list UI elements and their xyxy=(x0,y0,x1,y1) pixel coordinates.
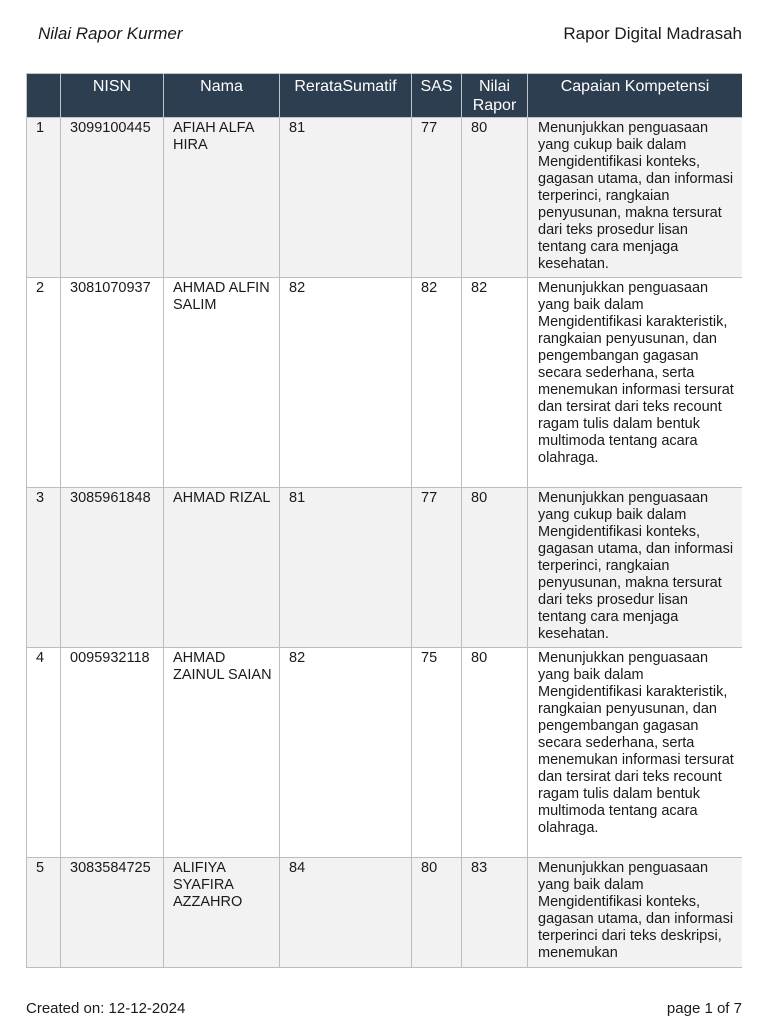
page-header xyxy=(38,22,742,46)
column-header-nisn: NISN xyxy=(61,74,164,118)
table-body xyxy=(27,118,743,968)
cell-rerata-sumatif: 81 xyxy=(280,118,412,278)
cell-capaian-kompetensi: Menunjukkan penguasaan yang baik dalam Mengidentifikasi konteks, gagasan utama, dan informasi terperinci dari teks deskripsi, menemukan xyxy=(528,858,743,968)
column-header-capaian-kompetensi: Capaian Kompetensi xyxy=(528,74,743,118)
report-title: Nilai Rapor Kurmer xyxy=(38,24,183,43)
cell-nisn: 3083584725 xyxy=(61,858,164,968)
column-header-no xyxy=(27,74,61,118)
table-row xyxy=(27,488,743,648)
page-footer xyxy=(26,997,742,1019)
cell-rerata-sumatif: 81 xyxy=(280,488,412,648)
cell-no: 3 xyxy=(27,488,61,648)
table-header xyxy=(27,74,743,118)
cell-nilai-rapor: 80 xyxy=(462,648,528,858)
cell-nisn: 3085961848 xyxy=(61,488,164,648)
cell-capaian-kompetensi: Menunjukkan penguasaan yang cukup baik dalam Mengidentifikasi konteks, gagasan utama, dan informasi terperinci, rangkaian penyusunan, makna tersurat dari teks prosedur lisan tentang cara menjaga kesehatan. xyxy=(528,118,743,278)
table-row xyxy=(27,278,743,488)
cell-sas: 77 xyxy=(412,118,462,278)
cell-nisn: 3099100445 xyxy=(61,118,164,278)
table-row xyxy=(27,118,743,278)
cell-sas: 77 xyxy=(412,488,462,648)
column-header-rerata-sumatif: RerataSumatif xyxy=(280,74,412,118)
cell-sas: 82 xyxy=(412,278,462,488)
column-header-nilai-rapor: Nilai Rapor xyxy=(462,74,528,118)
cell-nilai-rapor: 83 xyxy=(462,858,528,968)
cell-nilai-rapor: 80 xyxy=(462,118,528,278)
cell-no: 5 xyxy=(27,858,61,968)
table-row xyxy=(27,858,743,968)
cell-nama: AFIAH ALFA HIRA xyxy=(164,118,280,278)
app-title: Rapor Digital Madrasah xyxy=(563,24,742,43)
created-date: Created on: 12-12-2024 xyxy=(26,999,186,1017)
column-header-nama: Nama xyxy=(164,74,280,118)
cell-sas: 75 xyxy=(412,648,462,858)
cell-nama: AHMAD RIZAL xyxy=(164,488,280,648)
cell-nama: AHMAD ZAINUL SAIAN xyxy=(164,648,280,858)
table-row xyxy=(27,648,743,858)
cell-nisn: 3081070937 xyxy=(61,278,164,488)
cell-nilai-rapor: 82 xyxy=(462,278,528,488)
cell-capaian-kompetensi: Menunjukkan penguasaan yang baik dalam Mengidentifikasi karakteristik, rangkaian penyusunan, dan pengembangan gagasan secara sederhana, serta menemukan informasi tersurat dan tersirat dari teks recount ragam tulis dalam bentuk multimoda tentang acara olahraga. xyxy=(528,648,743,858)
grades-table xyxy=(26,73,742,968)
cell-capaian-kompetensi: Menunjukkan penguasaan yang cukup baik dalam Mengidentifikasi konteks, gagasan utama, dan informasi terperinci, rangkaian penyusunan, makna tersurat dari teks prosedur lisan tentang cara menjaga kesehatan. xyxy=(528,488,743,648)
cell-nisn: 0095932118 xyxy=(61,648,164,858)
cell-no: 4 xyxy=(27,648,61,858)
cell-nama: AHMAD ALFIN SALIM xyxy=(164,278,280,488)
column-header-sas: SAS xyxy=(412,74,462,118)
cell-sas: 80 xyxy=(412,858,462,968)
grades-table-container xyxy=(26,73,742,968)
cell-capaian-kompetensi: Menunjukkan penguasaan yang baik dalam Mengidentifikasi karakteristik, rangkaian penyusunan, dan pengembangan gagasan secara sederhana, serta menemukan informasi tersurat dan tersirat dari teks recount ragam tulis dalam bentuk multimoda tentang acara olahraga. xyxy=(528,278,743,488)
page-indicator: page 1 of 7 xyxy=(666,999,742,1017)
cell-rerata-sumatif: 82 xyxy=(280,648,412,858)
cell-rerata-sumatif: 82 xyxy=(280,278,412,488)
cell-rerata-sumatif: 84 xyxy=(280,858,412,968)
cell-nama: ALIFIYA SYAFIRA AZZAHRO xyxy=(164,858,280,968)
cell-no: 1 xyxy=(27,118,61,278)
cell-nilai-rapor: 80 xyxy=(462,488,528,648)
cell-no: 2 xyxy=(27,278,61,488)
